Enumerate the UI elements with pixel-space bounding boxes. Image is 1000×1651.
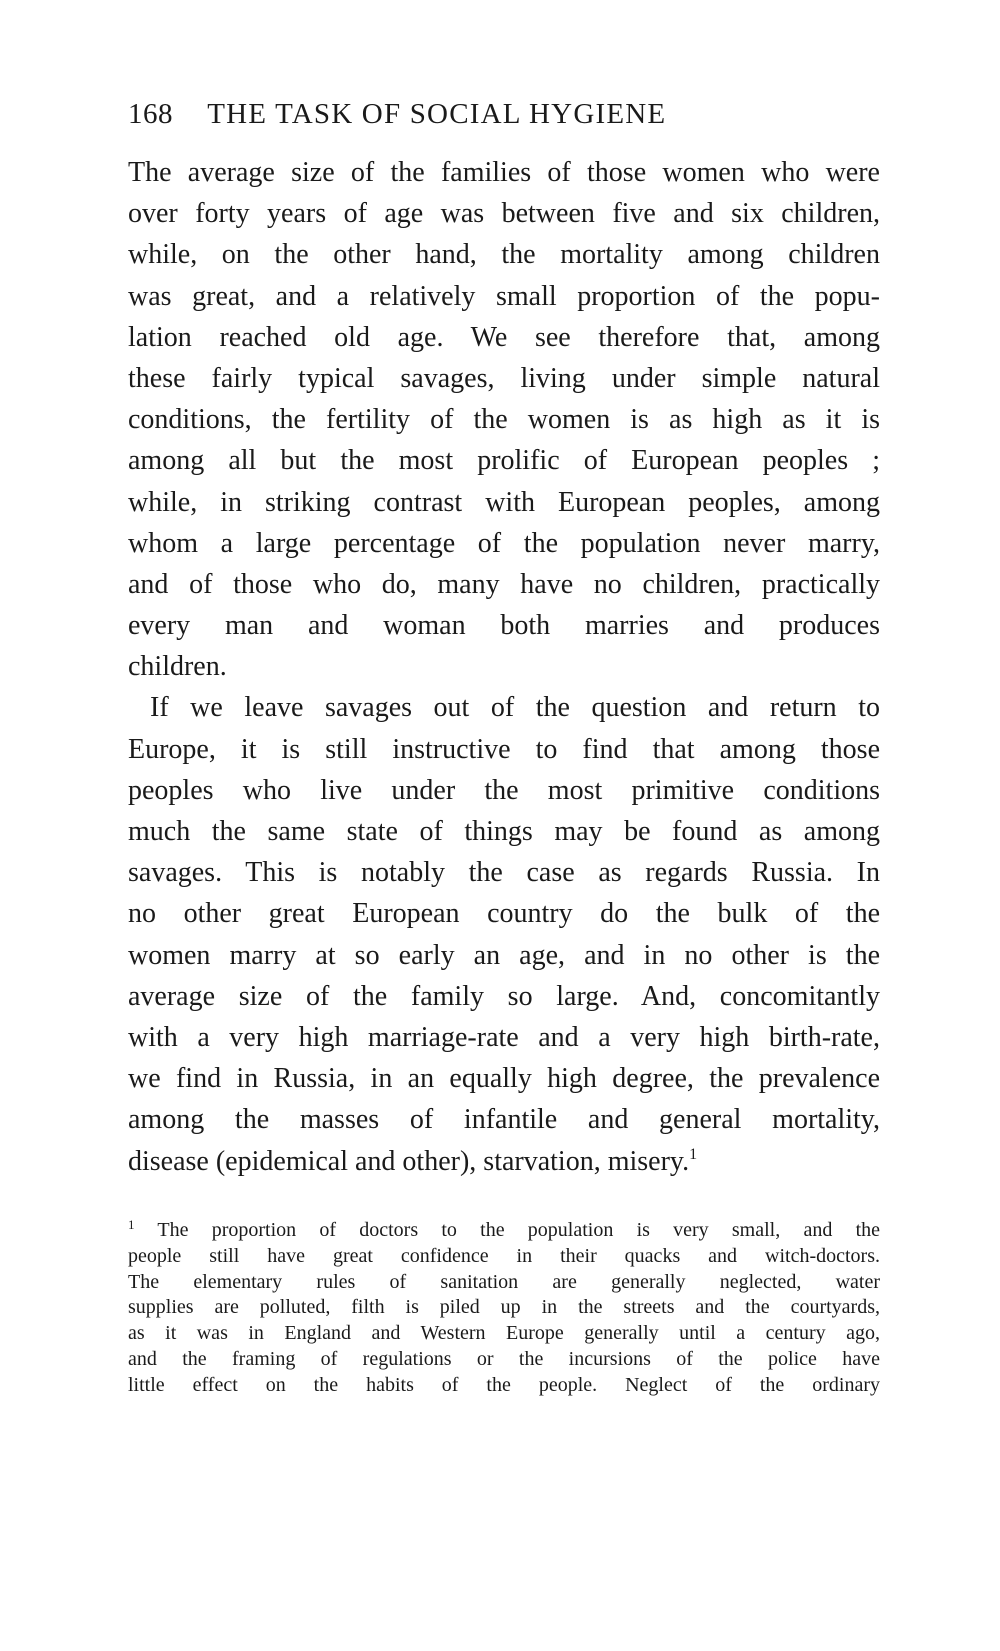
text-line: every man and woman both marries and produces [128,610,880,642]
footnote-line: little effect on the habits of the people. Neglect of the ordinary [128,1373,880,1396]
text-line: with a very high marriage-rate and a very high birth-rate, [128,1021,880,1053]
text-line: children. [128,651,227,683]
footnote-marker: 1 [128,1217,135,1232]
text-line: and of those who do, many have no children, practically [128,568,880,600]
text-line: while, on the other hand, the mortality among children [128,239,880,271]
last-line-text: disease (epidemical and other), starvation, misery. [128,1145,690,1177]
paragraph-1 [128,152,880,687]
footnote-line: supplies are polluted, filth is piled up in the streets and the courtyards, [128,1296,880,1319]
text-line: was great, and a relatively small proportion of the popu- [128,280,880,312]
footnote-reference[interactable]: 1 [689,1145,698,1163]
text-line: savages. This is notably the case as regards Russia. In [128,857,880,889]
text-line: among the masses of infantile and general mortality, [128,1104,880,1136]
page-number: 168 [128,98,173,130]
text-line: Europe, it is still instructive to find that among those [128,733,880,765]
text-line: average size of the family so large. And, concomitantly [128,980,880,1012]
text-line: If we leave savages out of the question and return to [150,692,880,724]
text-line: The average size of the families of those women who were [128,157,880,188]
text-line: no other great European country do the bulk of the [128,898,880,930]
text-line: women marry at so early an age, and in no other is the [128,939,880,971]
text-line: peoples who live under the most primitive conditions [128,774,880,806]
body-text [128,152,880,1182]
footnote-line: people still have great confidence in their quacks and witch-doctors. [128,1244,880,1267]
paragraph-2 [128,687,880,1181]
running-header [128,96,888,132]
text-line: over forty years of age was between five and six children, [128,198,880,230]
text-line: much the same state of things may be found as among [128,816,880,847]
footnote-line [128,1218,880,1244]
text-line: these fairly typical savages, living under simple natural [128,362,880,394]
footnote-line: and the framing of regulations or the incursions of the police have [128,1347,880,1370]
text-line: while, in striking contrast with European peoples, among [128,486,880,518]
footnote-line-text: The proportion of doctors to the population is very small, and the [157,1219,881,1241]
footnote [128,1218,880,1399]
text-line: lation reached old age. We see therefore that, among [128,321,880,353]
footnote-line: as it was in England and Western Europe generally until a century ago, [128,1322,880,1345]
footnote-line: The elementary rules of sanitation are generally neglected, water [128,1270,880,1293]
text-line: we find in Russia, in an equally high degree, the prevalence [128,1063,880,1095]
text-line-last [128,1141,880,1182]
text-line: conditions, the fertility of the women is as high as it is [128,404,880,436]
running-title: THE TASK OF SOCIAL HYGIENE [207,98,667,130]
text-line: whom a large percentage of the population never marry, [128,527,880,559]
text-line: among all but the most prolific of European peoples ; [128,445,880,477]
